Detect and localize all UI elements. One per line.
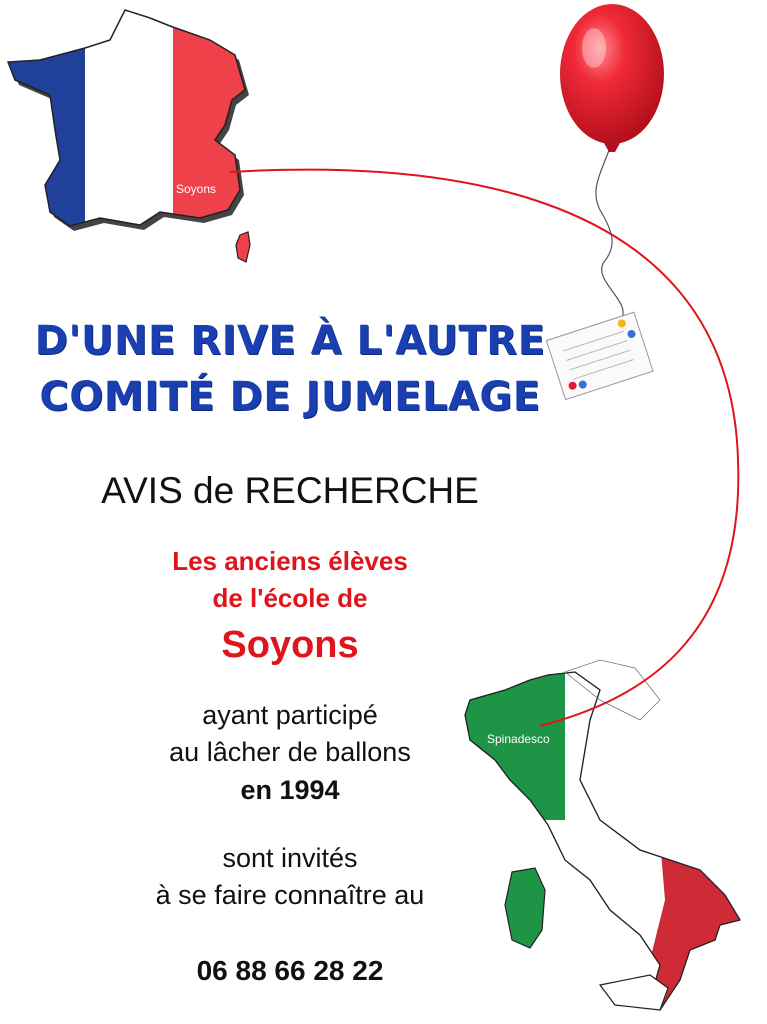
italy-map (460, 660, 745, 1020)
flag-red-band (173, 0, 263, 240)
title-line-1: D'UNE RIVE À L'AUTRE (34, 318, 546, 364)
body-line-3: sont invités (222, 843, 358, 873)
flag-blue-band (0, 0, 85, 240)
flag-white-band (85, 0, 173, 240)
highlight-line-1: Les anciens élèves (172, 546, 408, 576)
body-line-4: à se faire connaître au (155, 880, 425, 910)
highlight-line-2: de l'école de (212, 583, 368, 613)
sardinia-island (505, 868, 545, 948)
notice-heading: AVIS de RECHERCHE (101, 470, 479, 511)
highlight-place: Soyons (221, 624, 359, 666)
france-town-label: Soyons (176, 182, 217, 196)
sicily-island (600, 975, 668, 1010)
body-year: en 1994 (240, 775, 340, 805)
italy-town-label: Spinadesco (487, 732, 550, 746)
france-map (0, 0, 263, 262)
body-line-2: au lâcher de ballons (169, 737, 411, 767)
message-card-image (546, 312, 653, 399)
corsica-island (236, 232, 250, 262)
title-line-2: COMITÉ DE JUMELAGE (39, 374, 541, 420)
phone-number: 06 88 66 28 22 (196, 955, 384, 986)
balloon-image (560, 4, 664, 318)
body-line-1: ayant participé (202, 700, 378, 730)
